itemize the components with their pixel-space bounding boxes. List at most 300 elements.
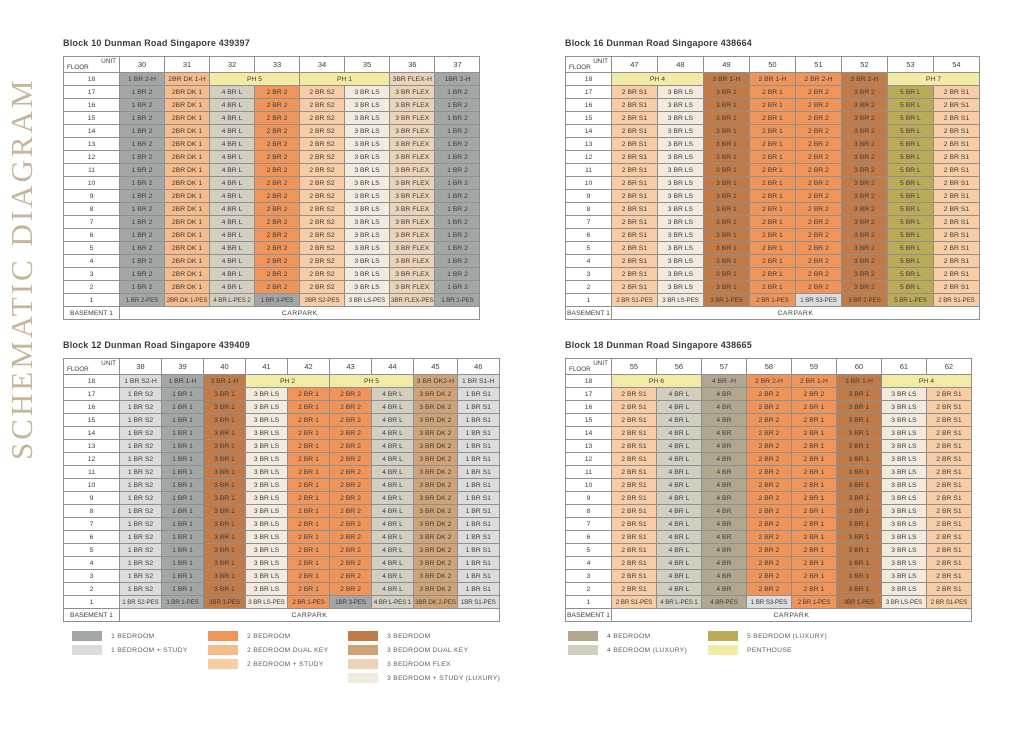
unit-cell: 4 BR L — [372, 427, 414, 440]
unit-cell: 4 BR L — [210, 151, 255, 164]
unit-cell: 3 BR LS — [657, 229, 703, 242]
unit-header-cell: 56 — [656, 359, 701, 375]
unit-cell: 2 BR S1 — [611, 388, 656, 401]
unit-cell: 3 BR DK 2 — [414, 518, 458, 531]
unit-cell: 3 BR LS — [657, 99, 703, 112]
unit-cell: 3 BR 1 — [204, 466, 246, 479]
unit-header-cell: 50 — [749, 57, 795, 73]
unit-cell: 3 BR FLEX — [390, 151, 435, 164]
unit-cell: 3 BR 1 — [836, 518, 881, 531]
unit-cell: 2 BR 2 — [795, 151, 841, 164]
floor-label-cell: 14 — [566, 427, 612, 440]
legend-label: 3 BEDROOM + STUDY (LUXURY) — [387, 674, 501, 682]
legend-group — [708, 631, 827, 659]
unit-header-cell: 62 — [926, 359, 971, 375]
unit-cell: 2 BR 2 — [330, 466, 372, 479]
unit-cell: 2 BR 1 — [791, 414, 836, 427]
unit-cell: 3 BR DK 2 — [414, 531, 458, 544]
unit-cell: 2 BR 1-H — [749, 73, 795, 86]
unit-cell: 1 BR S1-H — [457, 375, 499, 388]
unit-header-cell: 59 — [791, 359, 836, 375]
unit-cell: 3 BR 1-H — [204, 375, 246, 388]
unit-cell: 3 BR 1 — [836, 505, 881, 518]
unit-cell: 3 BR 1 — [703, 229, 749, 242]
unit-cell: 4 BR L-PES 2 — [210, 294, 255, 307]
unit-cell: 3 BR DK 2 — [414, 453, 458, 466]
floor-label-cell: 8 — [566, 203, 612, 216]
unit-cell: 2 BR S1 — [611, 583, 656, 596]
legend-item — [568, 645, 687, 655]
unit-cell: 4 BR L — [656, 518, 701, 531]
unit-cell: 1 BR S2 — [120, 401, 162, 414]
floor-label-cell: 12 — [64, 151, 120, 164]
basement-label-cell: BASEMENT 1 — [566, 609, 612, 622]
floor-label-cell: 13 — [64, 440, 120, 453]
unit-cell: 1 BR 2-H — [120, 73, 165, 86]
unit-cell: 2 BR 2 — [746, 414, 791, 427]
unit-cell: 2 BR S1 — [611, 99, 657, 112]
unit-cell: 2 BR 2 — [330, 570, 372, 583]
unit-cell: 3 BR LS — [246, 518, 288, 531]
unit-cell: 2 BR 2 — [795, 125, 841, 138]
unit-cell: 4 BR L — [210, 164, 255, 177]
unit-cell: 2 BR 1 — [288, 544, 330, 557]
unit-cell: 2 BR 2 — [795, 86, 841, 99]
unit-cell: 2 BR 1 — [791, 518, 836, 531]
unit-cell: 3 BR LS — [246, 401, 288, 414]
legend-label: 4 BEDROOM — [607, 632, 651, 640]
unit-header-cell: 48 — [657, 57, 703, 73]
unit-cell: 3 BR 1 — [204, 427, 246, 440]
unit-cell: 4 BR L — [210, 112, 255, 125]
corner-floor-label: FLOOR — [569, 64, 591, 71]
unit-cell: 4 BR — [701, 544, 746, 557]
unit-cell: 4 BR L — [656, 427, 701, 440]
unit-cell: 2 BR S2 — [300, 216, 345, 229]
unit-cell: 2 BR 2 — [330, 427, 372, 440]
corner-unit-label: UNIT — [101, 58, 116, 65]
unit-cell: 2 BR 1 — [791, 479, 836, 492]
unit-cell: 2 BR S1 — [611, 414, 656, 427]
unit-cell: 3 BR 1 — [836, 453, 881, 466]
unit-cell: 3 BR LS — [345, 151, 390, 164]
legend-item — [348, 631, 500, 641]
unit-cell: 1 BR S1 — [457, 440, 499, 453]
unit-cell: 2 BR S1 — [926, 557, 971, 570]
floor-label-cell: 10 — [64, 177, 120, 190]
floor-label-cell: 6 — [566, 531, 612, 544]
floor-label-cell: 2 — [64, 281, 120, 294]
basement-row — [64, 307, 480, 320]
floor-label-cell: 17 — [64, 86, 120, 99]
unit-cell: 3 BR 1 — [836, 531, 881, 544]
unit-cell: 2 BR S2 — [300, 229, 345, 242]
unit-cell: 2BR DK 1 — [165, 216, 210, 229]
unit-cell: 1 BR 2 — [435, 281, 480, 294]
unit-cell: 4 BR — [701, 453, 746, 466]
unit-cell: 2 BR 1 — [791, 531, 836, 544]
unit-cell: 4 BR L — [372, 505, 414, 518]
floor-label-cell: 9 — [566, 190, 612, 203]
block-18-table — [565, 358, 972, 622]
floor-label-cell: 12 — [566, 151, 612, 164]
floor-label-cell: 6 — [566, 229, 612, 242]
schematic-table — [565, 358, 972, 622]
unit-cell: 3 BR 1 — [703, 112, 749, 125]
unit-cell: 3 BR LS — [657, 177, 703, 190]
unit-cell: 2 BR 2 — [795, 203, 841, 216]
unit-cell: PH 7 — [887, 73, 979, 86]
unit-cell: 1 BR S2 — [120, 531, 162, 544]
unit-header-cell: 35 — [345, 57, 390, 73]
unit-cell: 4 BR L — [210, 99, 255, 112]
legend-label: 3 BEDROOM DUAL KEY — [387, 646, 469, 654]
unit-cell: 4 BR L — [210, 138, 255, 151]
unit-cell: 4 BR L — [372, 388, 414, 401]
legend-label: 1 BEDROOM + STUDY — [111, 646, 188, 654]
unit-cell: 1 BR S1 — [457, 518, 499, 531]
unit-header-cell: 42 — [288, 359, 330, 375]
unit-cell: 1 BR 2 — [435, 112, 480, 125]
legend-label: 2 BEDROOM — [247, 632, 291, 640]
legend — [0, 631, 1024, 711]
unit-cell: PH 1 — [300, 73, 390, 86]
floor-label-cell: 3 — [64, 268, 120, 281]
unit-cell: 3 BR LS — [657, 138, 703, 151]
unit-cell: 2 BR S1 — [611, 440, 656, 453]
unit-cell: 4 BR L — [210, 229, 255, 242]
unit-cell: 1 BR 2 — [435, 242, 480, 255]
unit-cell: 3 BR 2 — [841, 177, 887, 190]
unit-cell: 2 BR 1 — [749, 203, 795, 216]
unit-cell: 2 BR 2 — [255, 281, 300, 294]
unit-cell: 2 BR S1 — [933, 281, 979, 294]
unit-cell: 2 BR S1 — [926, 544, 971, 557]
legend-label: 1 BEDROOM — [111, 632, 155, 640]
block-title: Block 12 Dunman Road Singapore 439409 — [63, 340, 250, 350]
unit-cell: 1 BR 1 — [162, 570, 204, 583]
unit-cell: 4 BR L — [372, 492, 414, 505]
unit-cell: 1 BR 1 — [162, 427, 204, 440]
unit-cell: 1 BR 1 — [162, 479, 204, 492]
unit-cell: 4 BR L — [210, 86, 255, 99]
unit-cell: 2 BR 2 — [330, 401, 372, 414]
unit-cell: 2 BR S1 — [933, 229, 979, 242]
unit-cell: 3 BR DK 2 — [414, 466, 458, 479]
unit-cell: 3 BR 1 — [836, 479, 881, 492]
floor-label-cell: 4 — [64, 255, 120, 268]
unit-cell: 3 BR DK 2 — [414, 557, 458, 570]
unit-cell: 2 BR S1 — [933, 177, 979, 190]
unit-cell: 1 BR S2 — [120, 466, 162, 479]
unit-cell: PH 6 — [611, 375, 701, 388]
unit-cell: 3 BR 1 — [703, 216, 749, 229]
unit-cell: 3 BR LS — [881, 479, 926, 492]
schematic-table — [565, 56, 980, 320]
unit-cell: 1 BR 2 — [435, 151, 480, 164]
unit-cell: 1 BR S1 — [457, 414, 499, 427]
floor-label-cell: 8 — [566, 505, 612, 518]
unit-cell: 1 BR S1 — [457, 388, 499, 401]
unit-cell: 2 BR 2 — [791, 388, 836, 401]
unit-cell: 3 BR 1 — [204, 531, 246, 544]
unit-cell: 5 BR L — [887, 177, 933, 190]
unit-cell: 2 BR S1 — [926, 570, 971, 583]
unit-cell: 2 BR 1 — [791, 557, 836, 570]
unit-cell: 3 BR LS — [246, 466, 288, 479]
floor-label-cell: 18 — [566, 73, 612, 86]
unit-cell: 3 BR 1 — [703, 99, 749, 112]
unit-cell: 3BR 1-PES — [836, 596, 881, 609]
unit-cell: 2 BR 2 — [255, 268, 300, 281]
unit-cell: 1BR S1-PES — [457, 596, 499, 609]
unit-header-cell: 39 — [162, 359, 204, 375]
legend-item — [708, 645, 827, 655]
floor-label-cell: 12 — [64, 453, 120, 466]
unit-cell: 1 BR 1 — [162, 414, 204, 427]
unit-cell: 3 BR LS — [345, 190, 390, 203]
block-title: Block 18 Dunman Road Singapore 438665 — [565, 340, 752, 350]
unit-cell: 3 BR LS — [246, 531, 288, 544]
unit-cell: 2 BR 2 — [795, 216, 841, 229]
unit-cell: 3 BR FLEX — [390, 281, 435, 294]
unit-cell: 2 BR 1 — [749, 255, 795, 268]
unit-cell: 2 BR 2 — [330, 557, 372, 570]
unit-cell: 2BR S2-PES — [300, 294, 345, 307]
floor-label-cell: 12 — [566, 453, 612, 466]
unit-cell: 1 BR S2 — [120, 440, 162, 453]
unit-cell: 2 BR 2 — [330, 492, 372, 505]
unit-cell: 5 BR L — [887, 268, 933, 281]
unit-cell: 2 BR 2 — [330, 544, 372, 557]
unit-cell: 2 BR S1 — [611, 125, 657, 138]
unit-cell: 2 BR S1 — [611, 570, 656, 583]
unit-cell: 2 BR 1 — [749, 112, 795, 125]
floor-label-cell: 17 — [566, 388, 612, 401]
carpark-cell: CARPARK — [120, 307, 480, 320]
unit-cell: 2 BR 2 — [746, 453, 791, 466]
unit-cell: 2 BR 2 — [255, 203, 300, 216]
unit-cell: 2 BR 2 — [746, 583, 791, 596]
unit-cell: 3 BR LS — [657, 268, 703, 281]
legend-item — [72, 631, 188, 641]
unit-cell: 2BR DK 1 — [165, 203, 210, 216]
legend-item — [72, 645, 188, 655]
unit-cell: 3 BR LS — [881, 544, 926, 557]
unit-cell: 2 BR 1 — [749, 86, 795, 99]
unit-cell: 3 BR FLEX — [390, 177, 435, 190]
unit-cell: 2 BR S2 — [300, 203, 345, 216]
unit-cell: 1 BR 2 — [435, 255, 480, 268]
unit-cell: 2 BR S1 — [933, 164, 979, 177]
unit-cell: 3 BR DK 2 — [414, 427, 458, 440]
unit-cell: 3 BR LS — [881, 531, 926, 544]
unit-cell: 3 BR 2 — [841, 229, 887, 242]
floor-label-cell: 14 — [566, 125, 612, 138]
unit-cell: 2 BR 2 — [746, 440, 791, 453]
unit-cell: 3 BR 2 — [841, 268, 887, 281]
unit-cell: 3 BR LS — [657, 281, 703, 294]
unit-cell: 3 BR 1 — [836, 440, 881, 453]
unit-cell: 2 BR S1 — [611, 229, 657, 242]
floor-label-cell: 15 — [64, 112, 120, 125]
unit-cell: 3 BR LS — [657, 255, 703, 268]
unit-header-cell: 58 — [746, 359, 791, 375]
unit-cell: PH 2 — [246, 375, 330, 388]
unit-cell: 3 BR LS — [881, 401, 926, 414]
unit-cell: 2 BR 1 — [749, 164, 795, 177]
unit-cell: 3 BR LS — [881, 505, 926, 518]
unit-cell: 1 BR S1 — [457, 557, 499, 570]
floor-label-cell: 13 — [64, 138, 120, 151]
unit-cell: 3 BR LS — [345, 203, 390, 216]
unit-cell: 1 BR 2 — [120, 177, 165, 190]
unit-cell: 4 BR — [701, 505, 746, 518]
unit-cell: 2 BR 2 — [795, 229, 841, 242]
unit-cell: 3 BR 1 — [703, 164, 749, 177]
unit-cell: 2 BR 1 — [749, 268, 795, 281]
corner-unit-label: UNIT — [593, 58, 608, 65]
floor-label-cell: 9 — [64, 190, 120, 203]
floor-label-cell: 16 — [566, 401, 612, 414]
unit-cell: 2 BR S1 — [933, 125, 979, 138]
unit-cell: 3 BR LS — [246, 479, 288, 492]
floor-label-cell: 3 — [566, 268, 612, 281]
unit-cell: 1 BR 1 — [162, 505, 204, 518]
unit-cell: 1 BR 1 — [162, 518, 204, 531]
unit-cell: 5 BR L — [887, 190, 933, 203]
unit-cell: 1 BR 2 — [120, 242, 165, 255]
legend-swatch — [708, 631, 738, 641]
floor-label-cell: 7 — [566, 518, 612, 531]
floor-label-cell: 5 — [64, 242, 120, 255]
unit-cell: 1 BR 2 — [435, 190, 480, 203]
unit-cell: 2BR DK 1 — [165, 99, 210, 112]
floor-label-cell: 3 — [64, 570, 120, 583]
unit-cell: 2 BR 2 — [255, 216, 300, 229]
unit-cell: 3 BR 1 — [836, 583, 881, 596]
unit-cell: 3 BR 2 — [841, 125, 887, 138]
unit-cell: 2BR DK 1 — [165, 177, 210, 190]
unit-cell: 2 BR S1 — [611, 427, 656, 440]
unit-cell: 3 BR 2 — [841, 216, 887, 229]
unit-cell: 2 BR S1 — [926, 427, 971, 440]
legend-label: 3 BEDROOM — [387, 632, 431, 640]
unit-cell: 2 BR S1 — [926, 505, 971, 518]
unit-cell: 1 BR 3-PES — [255, 294, 300, 307]
unit-cell: 2 BR 2 — [330, 479, 372, 492]
unit-cell: 4 BR L — [656, 557, 701, 570]
unit-header-cell: 38 — [120, 359, 162, 375]
unit-cell: 3 BR LS — [246, 388, 288, 401]
unit-cell: 3 BR 1 — [703, 203, 749, 216]
unit-cell: 1 BR 1 — [162, 492, 204, 505]
unit-cell: 2 BR 1 — [749, 177, 795, 190]
unit-cell: 2 BR S2 — [300, 112, 345, 125]
legend-swatch — [72, 645, 102, 655]
unit-cell: 2 BR S1 — [926, 518, 971, 531]
unit-cell: 2 BR 1 — [749, 138, 795, 151]
unit-cell: 5 BR L — [887, 112, 933, 125]
unit-cell: 2 BR 2 — [795, 242, 841, 255]
legend-item — [208, 645, 328, 655]
unit-cell: 2 BR 1 — [288, 505, 330, 518]
unit-cell: 4 BR — [701, 492, 746, 505]
unit-cell: 3 BR 1 — [703, 281, 749, 294]
unit-cell: 2 BR S1 — [926, 583, 971, 596]
unit-cell: 3 BR LS — [246, 453, 288, 466]
unit-cell: 2BR DK 1 — [165, 86, 210, 99]
floor-label-cell: 15 — [566, 112, 612, 125]
unit-cell: 2 BR 1 — [749, 281, 795, 294]
corner-unit-label: UNIT — [101, 360, 116, 367]
unit-cell: 2 BR 2 — [255, 151, 300, 164]
unit-cell: 4 BR L — [656, 440, 701, 453]
unit-cell: 4 BR — [701, 466, 746, 479]
unit-cell: 4 BR — [701, 414, 746, 427]
unit-cell: 4 BR L — [210, 203, 255, 216]
unit-cell: 3BR 1-PES — [204, 596, 246, 609]
unit-cell: 2 BR 2 — [746, 557, 791, 570]
unit-cell: 1 BR 1 — [162, 531, 204, 544]
unit-cell: 3 BR 1 — [204, 505, 246, 518]
legend-swatch — [208, 645, 238, 655]
unit-cell: 4 BR — [701, 440, 746, 453]
unit-cell: 2BR DK 1-PES — [165, 294, 210, 307]
unit-cell: 3 BR 1 — [204, 440, 246, 453]
unit-cell: 4 BR L — [656, 388, 701, 401]
unit-cell: 2 BR S1 — [933, 99, 979, 112]
unit-cell: 2 BR S2 — [300, 281, 345, 294]
unit-cell: 3 BR LS — [657, 125, 703, 138]
block-16-table — [565, 56, 980, 320]
unit-cell: 4 BR L — [372, 570, 414, 583]
unit-cell: 3 BR LS — [881, 570, 926, 583]
unit-cell: 3 BR LS — [657, 86, 703, 99]
unit-cell: 3 BR 1 — [703, 86, 749, 99]
unit-cell: 2 BR S1 — [611, 86, 657, 99]
floor-label-cell: 15 — [64, 414, 120, 427]
floor-label-cell: 3 — [566, 570, 612, 583]
unit-cell: 1 BR 2 — [120, 125, 165, 138]
floor-label-cell: 7 — [64, 216, 120, 229]
floor-label-cell: 14 — [64, 125, 120, 138]
unit-header-cell: 55 — [611, 359, 656, 375]
unit-cell: 2 BR S1 — [933, 151, 979, 164]
block-12-table — [63, 358, 500, 622]
unit-cell: 1 BR 2-PES — [435, 294, 480, 307]
unit-cell: 2 BR S2 — [300, 125, 345, 138]
unit-cell: 5 BR L — [887, 151, 933, 164]
block-16-section — [565, 38, 980, 320]
unit-cell: 2 BR 2 — [795, 268, 841, 281]
unit-cell: 2 BR 1 — [749, 190, 795, 203]
unit-cell: 3 BR FLEX — [390, 164, 435, 177]
unit-cell: 1 BR 2 — [435, 177, 480, 190]
unit-cell: 1 BR 2 — [120, 86, 165, 99]
legend-swatch — [568, 645, 598, 655]
unit-cell: 2 BR 2 — [255, 229, 300, 242]
unit-cell: 4 BR — [701, 557, 746, 570]
floor-label-cell: 4 — [64, 557, 120, 570]
unit-cell: 3 BR LS — [246, 440, 288, 453]
unit-cell: 2 BR S2 — [300, 242, 345, 255]
unit-cell: 2 BR S1 — [933, 216, 979, 229]
unit-cell: 3 BR LS — [881, 492, 926, 505]
unit-cell: 3 BR FLEX — [390, 242, 435, 255]
unit-cell: 3 BR FLEX — [390, 125, 435, 138]
unit-cell: 3 BR 1-PES — [703, 294, 749, 307]
